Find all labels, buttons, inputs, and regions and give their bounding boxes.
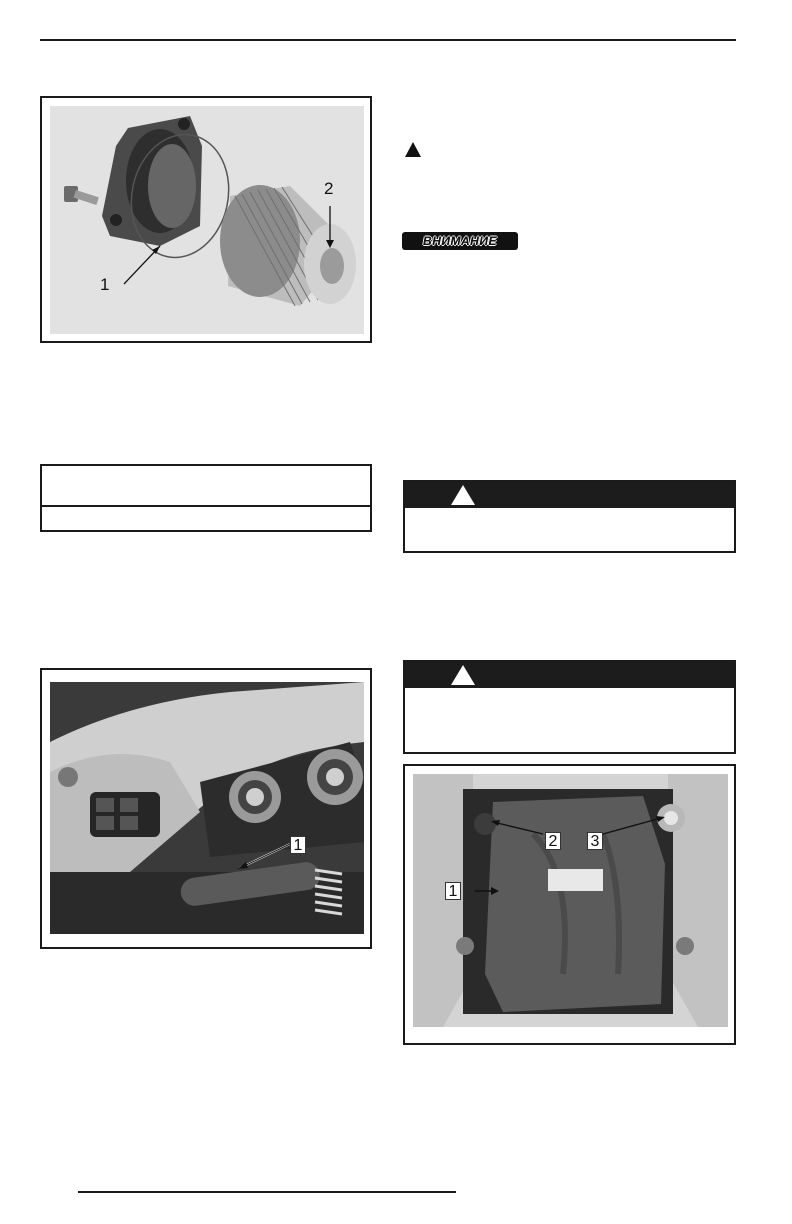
air-box-photo — [413, 774, 728, 1027]
callout-3: 3 — [587, 832, 603, 850]
warning-triangle-icon — [451, 665, 475, 685]
oil-filter-photo — [50, 106, 364, 334]
spec-table — [40, 464, 372, 532]
table-row-divider — [42, 505, 370, 507]
warning-bar — [405, 662, 734, 688]
warning-bar — [405, 482, 734, 508]
figure-front-view — [40, 668, 372, 949]
callout-1: 1 — [445, 882, 461, 900]
callout-2: 2 — [324, 179, 334, 198]
front-view-photo — [50, 682, 364, 934]
figure-air-box — [403, 764, 736, 1045]
warning-box-1 — [403, 480, 736, 553]
caution-badge — [402, 232, 518, 250]
footer-rule — [78, 1191, 456, 1193]
callout-1: 1 — [290, 836, 306, 854]
figure-oil-filter — [40, 96, 372, 343]
warning-triangle-icon — [405, 142, 421, 157]
header-rule — [40, 39, 736, 41]
callout-1: 1 — [100, 275, 110, 294]
warning-triangle-icon — [451, 485, 475, 505]
caution-label: ВНИМАНИЕ — [423, 234, 497, 248]
callout-2: 2 — [545, 832, 561, 850]
warning-box-2 — [403, 660, 736, 754]
